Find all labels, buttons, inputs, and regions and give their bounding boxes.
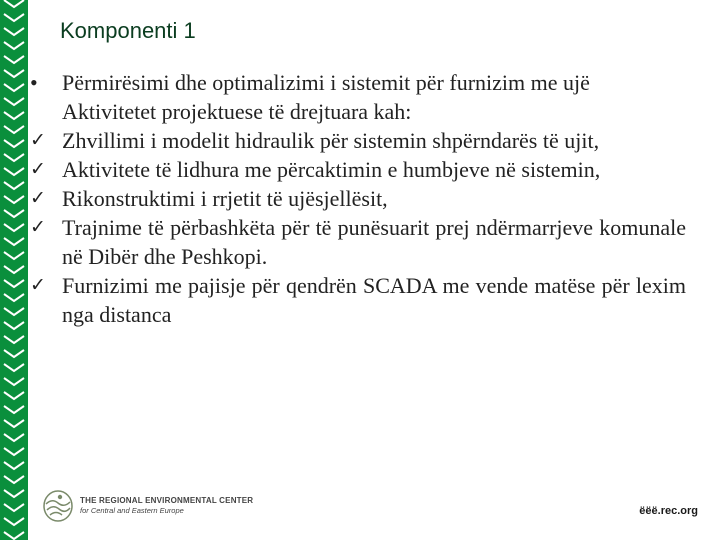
bullet-marker bbox=[30, 97, 62, 126]
slide-title: Komponenti 1 bbox=[60, 18, 196, 43]
checkmark-icon: ✓ bbox=[30, 274, 46, 296]
list-item bbox=[30, 271, 686, 329]
item-text: Rikonstruktimi i rrjetit të ujësjellësit, bbox=[62, 186, 388, 211]
list-item bbox=[30, 126, 686, 155]
item-text: Zhvillimi i modelit hidraulik për sistemin shpërndarës të ujit, bbox=[62, 128, 600, 153]
rec-logo bbox=[40, 488, 253, 524]
checkmark-icon: ✓ bbox=[30, 187, 46, 209]
list-item bbox=[30, 213, 686, 271]
item-text: Trajnime të përbashkëta për të punësuarit prej ndërmarrjeve komunale në Dibër dhe Peshkopi. bbox=[62, 215, 686, 269]
item-text: Aktivitetet projektuese të drejtuara kah: bbox=[62, 99, 412, 124]
bullet-marker: • bbox=[30, 70, 38, 95]
bullet-list bbox=[30, 68, 686, 329]
rec-emblem-icon bbox=[40, 488, 76, 524]
logo-org-subtitle: for Central and Eastern Europe bbox=[80, 506, 184, 515]
website-link[interactable]: ëëë.rec.org bbox=[639, 505, 698, 517]
checkmark-icon: ✓ bbox=[30, 129, 46, 151]
list-item bbox=[30, 155, 686, 184]
item-text: Përmirësimi dhe optimalizimi i sistemit për furnizim me ujë bbox=[62, 70, 590, 95]
checkmark-icon: ✓ bbox=[30, 216, 46, 238]
logo-org-name: THE REGIONAL ENVIRONMENTAL CENTER bbox=[80, 496, 254, 505]
list-item bbox=[30, 97, 686, 126]
zigzag-border bbox=[0, 0, 28, 540]
item-text: Aktivitete të lidhura me përcaktimin e humbjeve në sistemin, bbox=[62, 157, 601, 182]
list-item bbox=[30, 68, 686, 97]
list-item bbox=[30, 184, 686, 213]
item-text: Furnizimi me pajisje për qendrën SCADA me vende matëse për lexim nga distanca bbox=[62, 273, 686, 327]
checkmark-icon: ✓ bbox=[30, 158, 46, 180]
